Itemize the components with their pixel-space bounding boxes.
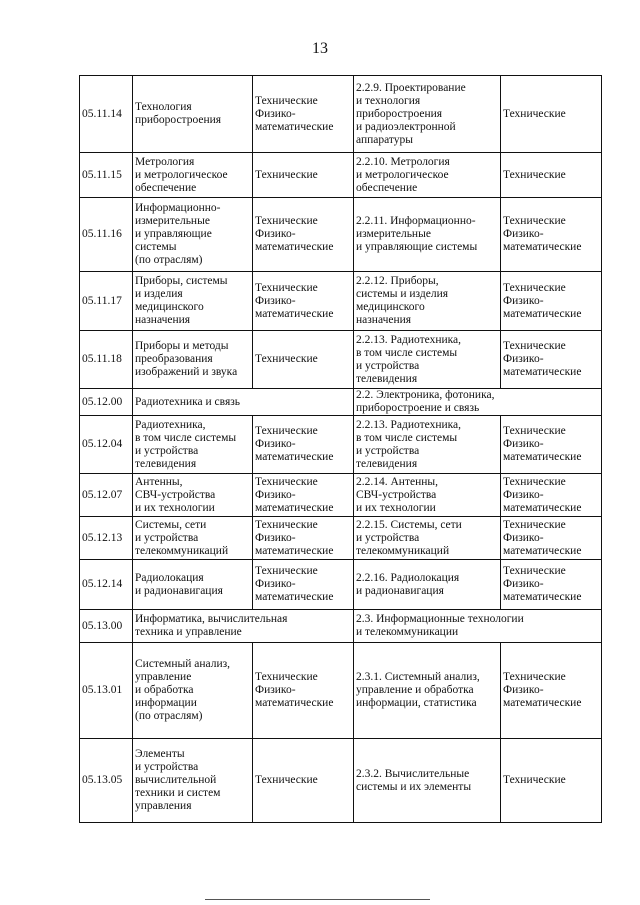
specialty-code-cell: 05.11.17 <box>80 272 133 331</box>
specialty-code-cell: 05.11.15 <box>80 153 133 198</box>
new-specialty-cell: 2.3.1. Системный анализ, управление и обработка информации, статистика <box>354 643 501 739</box>
new-specialty-cell: 2.2.15. Системы, сети и устройства телекоммуникаций <box>354 517 501 560</box>
specialty-code-cell: 05.11.18 <box>80 331 133 389</box>
science-branch-cell: Технические Физико- математические <box>253 198 354 272</box>
table-row <box>80 416 602 474</box>
specialty-name-cell: Метрология и метрологическое обеспечение <box>133 153 253 198</box>
new-science-branch-cell: Технические Физико- математические <box>501 517 602 560</box>
new-science-branch-cell: Технические Физико- математические <box>501 198 602 272</box>
specialty-name-cell: Радиотехника, в том числе системы и устройства телевидения <box>133 416 253 474</box>
new-science-branch-cell: Технические <box>501 153 602 198</box>
new-science-branch-cell: Технические Физико- математические <box>501 643 602 739</box>
specialty-name-cell: Антенны, СВЧ-устройства и их технологии <box>133 474 253 517</box>
new-specialty-cell: 2.2.14. Антенны, СВЧ-устройства и их технологии <box>354 474 501 517</box>
bottom-rule <box>205 899 430 900</box>
new-science-branch-cell: Технические <box>501 76 602 153</box>
group-name-cell: Информатика, вычислительная техника и управление <box>133 610 354 643</box>
new-science-branch-cell: Технические Физико- математические <box>501 416 602 474</box>
specialties-table <box>79 75 602 823</box>
science-branch-cell: Технические <box>253 739 354 823</box>
table-row <box>80 331 602 389</box>
new-specialty-cell: 2.3.2. Вычислительные системы и их элементы <box>354 739 501 823</box>
new-science-branch-cell: Технические Физико- математические <box>501 331 602 389</box>
new-science-branch-cell: Технические Физико- математические <box>501 560 602 610</box>
new-specialty-cell: 2.2.11. Информационно- измерительные и управляющие системы <box>354 198 501 272</box>
table-row <box>80 76 602 153</box>
table-row <box>80 610 602 643</box>
specialty-code-cell: 05.12.13 <box>80 517 133 560</box>
new-specialty-cell: 2.3. Информационные технологии и телекоммуникации <box>354 610 602 643</box>
new-specialty-cell: 2.2.9. Проектирование и технология приборостроения и радиоэлектронной аппаратуры <box>354 76 501 153</box>
table-row <box>80 474 602 517</box>
specialty-name-cell: Системный анализ, управление и обработка информации (по отраслям) <box>133 643 253 739</box>
new-specialty-cell: 2.2.16. Радиолокация и радионавигация <box>354 560 501 610</box>
table-row <box>80 560 602 610</box>
science-branch-cell: Технические Физико- математические <box>253 272 354 331</box>
specialty-code-cell: 05.11.16 <box>80 198 133 272</box>
specialty-name-cell: Технология приборостроения <box>133 76 253 153</box>
specialty-name-cell: Радиолокация и радионавигация <box>133 560 253 610</box>
science-branch-cell: Технические Физико- математические <box>253 643 354 739</box>
specialty-code-cell: 05.13.05 <box>80 739 133 823</box>
science-branch-cell: Технические Физико- математические <box>253 560 354 610</box>
specialty-name-cell: Приборы, системы и изделия медицинского назначения <box>133 272 253 331</box>
specialty-name-cell: Системы, сети и устройства телекоммуникаций <box>133 517 253 560</box>
table-row <box>80 153 602 198</box>
science-branch-cell: Технические Физико- математические <box>253 474 354 517</box>
new-specialty-cell: 2.2.13. Радиотехника, в том числе системы и устройства телевидения <box>354 331 501 389</box>
new-specialty-cell: 2.2. Электроника, фотоника, приборостроение и связь <box>354 389 602 416</box>
specialty-code-cell: 05.12.07 <box>80 474 133 517</box>
science-branch-cell: Технические Физико- математические <box>253 416 354 474</box>
specialty-code-cell: 05.12.00 <box>80 389 133 416</box>
specialty-name-cell: Информационно- измерительные и управляющие системы (по отраслям) <box>133 198 253 272</box>
specialty-name-cell: Элементы и устройства вычислительной техники и систем управления <box>133 739 253 823</box>
specialties-table-body <box>80 76 602 823</box>
table-row <box>80 198 602 272</box>
table-row <box>80 517 602 560</box>
science-branch-cell: Технические Физико- математические <box>253 517 354 560</box>
science-branch-cell: Технические Физико- математические <box>253 76 354 153</box>
specialty-name-cell: Приборы и методы преобразования изображений и звука <box>133 331 253 389</box>
specialty-code-cell: 05.11.14 <box>80 76 133 153</box>
new-science-branch-cell: Технические <box>501 739 602 823</box>
new-specialty-cell: 2.2.10. Метрология и метрологическое обеспечение <box>354 153 501 198</box>
science-branch-cell: Технические <box>253 153 354 198</box>
science-branch-cell: Технические <box>253 331 354 389</box>
specialty-code-cell: 05.13.00 <box>80 610 133 643</box>
table-row <box>80 272 602 331</box>
specialty-code-cell: 05.12.04 <box>80 416 133 474</box>
new-specialty-cell: 2.2.12. Приборы, системы и изделия медицинского назначения <box>354 272 501 331</box>
specialty-code-cell: 05.12.14 <box>80 560 133 610</box>
table-row <box>80 389 602 416</box>
new-specialty-cell: 2.2.13. Радиотехника, в том числе системы и устройства телевидения <box>354 416 501 474</box>
table-row <box>80 739 602 823</box>
specialty-code-cell: 05.13.01 <box>80 643 133 739</box>
new-science-branch-cell: Технические Физико- математические <box>501 474 602 517</box>
new-science-branch-cell: Технические Физико- математические <box>501 272 602 331</box>
page-number: 13 <box>312 40 328 57</box>
table-row <box>80 643 602 739</box>
group-name-cell: Радиотехника и связь <box>133 389 354 416</box>
